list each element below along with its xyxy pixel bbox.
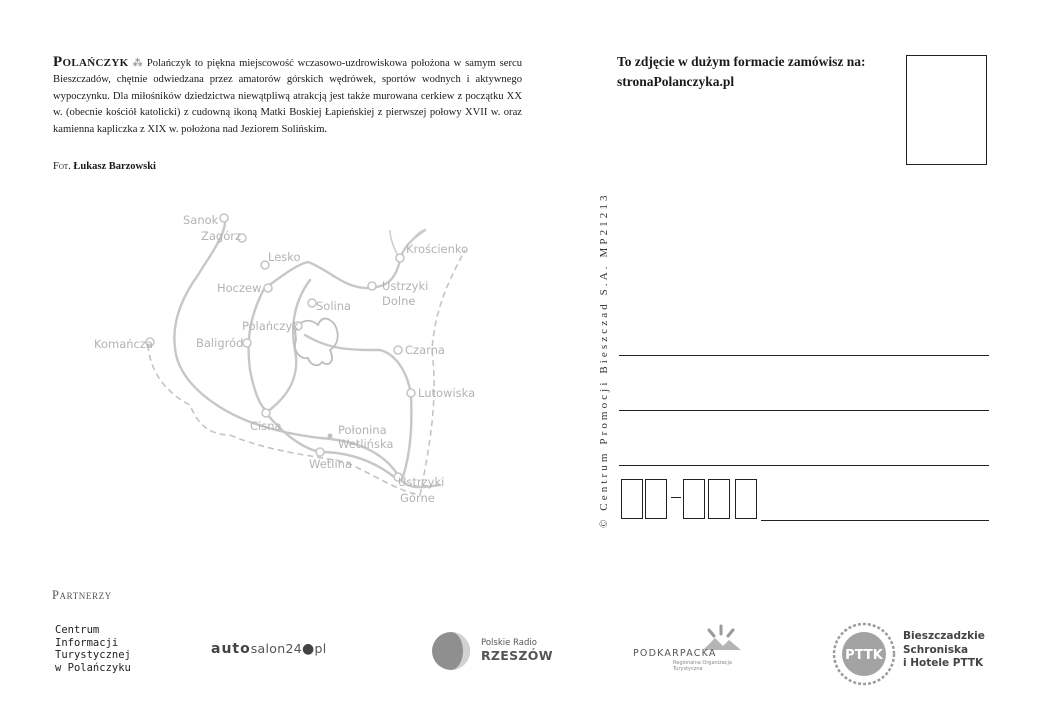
cit-line-4: w Polańczyku <box>55 661 131 674</box>
town-marker-baligrod <box>243 339 251 347</box>
autosalon-dot: ● <box>301 641 315 657</box>
photo-credit-label: Fot. <box>53 161 71 172</box>
map-label-solina: Solina <box>316 299 352 313</box>
radio-line-1: Polskie Radio <box>481 638 537 648</box>
map-label-polonina-2: Wetlińska <box>338 437 394 451</box>
publisher-imprint: © Centrum Promocji Bieszczad S.A. MP21213 <box>598 192 610 528</box>
region-map-svg <box>80 190 510 550</box>
cit-line-2: Informacji <box>55 636 119 649</box>
address-line-1[interactable] <box>619 355 989 356</box>
pttk-badge-icon <box>832 622 896 686</box>
description-paragraph <box>53 54 522 138</box>
region-map <box>80 190 510 550</box>
town-marker-wetlina <box>316 448 324 456</box>
map-label-polonina-1: Połonina <box>338 423 387 437</box>
partner-autosalon-logo <box>211 641 327 657</box>
partner-radio-logo <box>481 638 553 663</box>
podkarpacka-sub: Regionalna Organizacja Turystyczna <box>673 660 732 672</box>
stamp-box <box>906 55 987 165</box>
pttk-line-1: Bieszczadzkie <box>903 630 985 642</box>
town-marker-solina <box>308 299 316 307</box>
zip-box-5[interactable] <box>735 479 757 519</box>
autosalon-tld: pl <box>314 641 327 656</box>
map-border-west <box>148 345 230 435</box>
partners-heading: Partnerzy <box>52 588 112 602</box>
map-label-sanok: Sanok <box>183 213 219 227</box>
pttk-badge-text: PTTK <box>845 648 883 663</box>
zip-box-4[interactable] <box>708 479 730 519</box>
map-label-ustrzyki-dolne-2: Dolne <box>382 294 416 308</box>
map-road-inner-loop <box>249 280 310 412</box>
zip-dash <box>671 497 681 498</box>
address-line-3[interactable] <box>619 465 989 466</box>
partner-pttk-logo <box>903 630 985 671</box>
town-marker-sanok <box>220 214 228 222</box>
map-label-zagorz: Zagórz <box>201 229 242 243</box>
map-label-ustrzyki-gorne-1: Ustrzyki <box>398 475 445 489</box>
pttk-line-2: Schroniska <box>903 643 969 656</box>
town-marker-czarna <box>394 346 402 354</box>
address-line-2[interactable] <box>619 410 989 411</box>
radio-line-2: RZESZÓW <box>481 648 553 663</box>
zip-box-1[interactable] <box>621 479 643 519</box>
town-marker-hoczew <box>264 284 272 292</box>
autosalon-num: 24 <box>285 641 302 656</box>
photo-credit-name: Łukasz Barzowski <box>73 161 156 172</box>
podkarpacka-brand: PODKARPACKA <box>633 648 717 659</box>
partner-podkarpacka-logo <box>633 622 745 682</box>
town-marker-cisna <box>262 409 270 417</box>
map-label-ustrzyki-dolne-1: Ustrzyki <box>382 279 429 293</box>
map-label-krościenko: Krościenko <box>406 242 469 256</box>
map-label-hoczew: Hoczew <box>217 281 262 295</box>
order-note: To zdjęcie w dużym formacie zamówisz na: stronaPolanczyka.pl <box>617 54 866 89</box>
partner-cit-logo <box>55 624 131 674</box>
town-marker-ustrzyki-dolne <box>368 282 376 290</box>
photo-credit <box>53 161 156 172</box>
description-title: Polańczyk <box>53 54 129 70</box>
city-line[interactable] <box>761 520 989 521</box>
map-label-ustrzyki-gorne-2: Górne <box>400 491 435 505</box>
map-label-czarna: Czarna <box>405 343 445 357</box>
map-label-baligrod: Baligród <box>196 336 244 350</box>
town-marker-lutowiska <box>407 389 415 397</box>
map-label-lesko: Lesko <box>268 250 301 264</box>
cit-line-1: Centrum <box>55 624 100 636</box>
map-label-cisna: Cisna <box>250 419 282 433</box>
autosalon-light: salon <box>250 641 286 656</box>
map-label-polanczyk: Polańczyk <box>242 319 299 333</box>
cit-line-3: Turystycznej <box>55 649 131 662</box>
description-text: Polańczyk to piękna miejscowość wczasowo-uzdrowiskowa położona w samym sercu Bieszczadów, chętnie odwiedzana przez amatorów górskich wędrówek, sportów wodnych i aktywnego wypoczynku. Dla miłośników dziedzictwa niewątpliwą atrakcją jest także murowana cerkiew z początku XX w. (obecnie kościół katolicki) z cudowną ikoną Matki Boskiej Łapieńskiej z pierwszej połowy XVII w. oraz kamienna kapliczka z XIX w. położona nad Jeziorem Solińskim. <box>53 58 522 135</box>
map-label-lutowiska: Lutowiska <box>418 386 476 400</box>
peak-marker-polonina <box>328 434 333 439</box>
pttk-line-3: i Hotele PTTK <box>903 657 984 669</box>
radio-logo-icon <box>431 631 471 671</box>
town-marker-krościenko <box>396 254 404 262</box>
separator-ornament: ⁂ <box>131 58 144 69</box>
map-label-komancza: Komańcza <box>94 337 153 351</box>
autosalon-bold: auto <box>211 641 251 657</box>
zip-box-2[interactable] <box>645 479 667 519</box>
map-label-wetlina: Wetlina <box>309 457 353 471</box>
zip-box-3[interactable] <box>683 479 705 519</box>
